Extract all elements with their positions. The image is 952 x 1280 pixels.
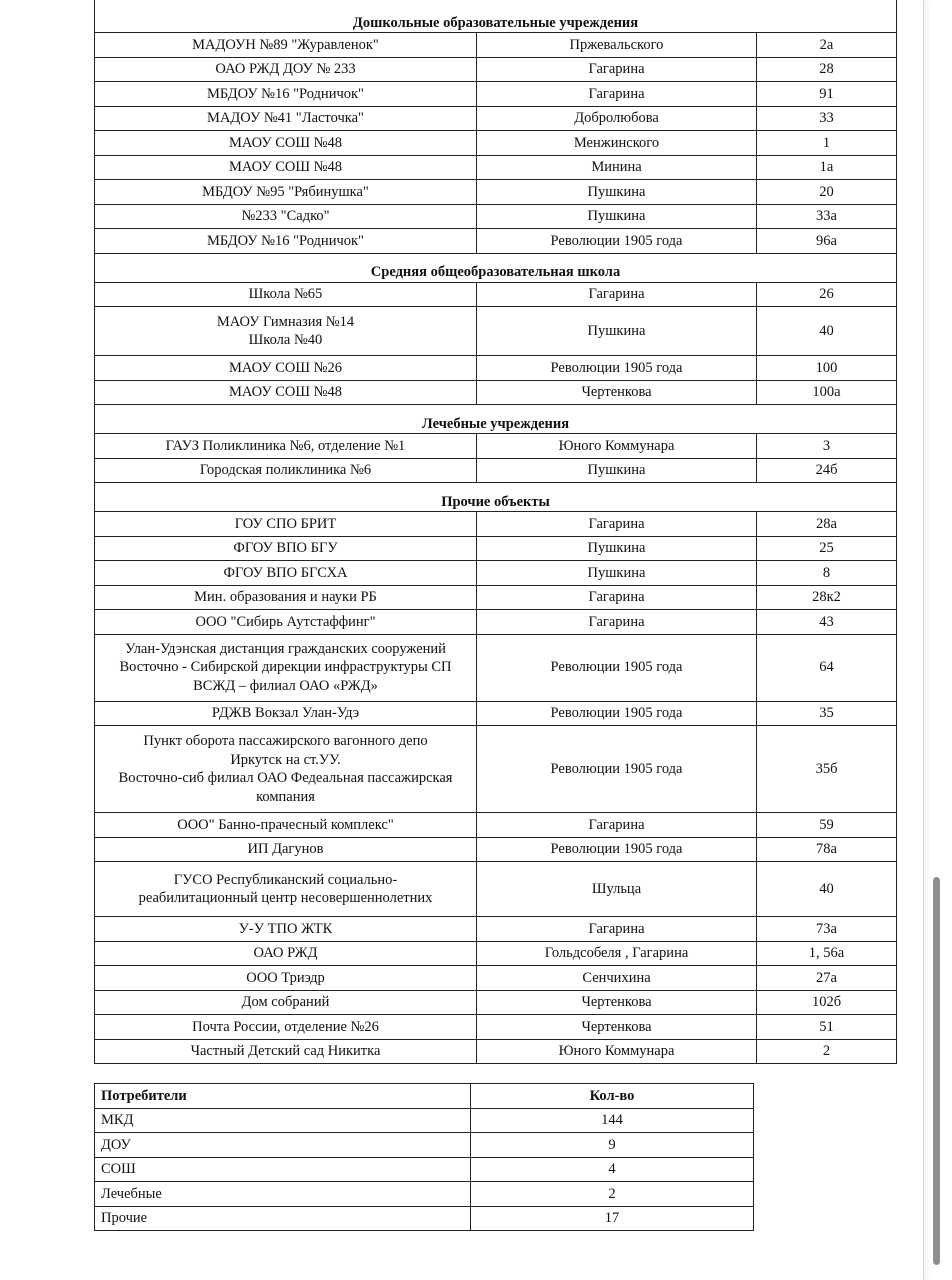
street: Пушкина (477, 204, 757, 229)
summary-row (95, 1182, 754, 1207)
table-row (95, 356, 897, 381)
street: Пушкина (477, 180, 757, 205)
table-row (95, 512, 897, 537)
house-number: 35б (757, 726, 897, 813)
street: Пушкина (477, 307, 757, 356)
org-name-line: ВСЖД – филиал ОАО «РЖД» (193, 677, 378, 694)
table-row (95, 837, 897, 862)
table-row (95, 106, 897, 131)
summary-row (95, 1157, 754, 1182)
table-row (95, 33, 897, 58)
org-name: МБДОУ №16 "Родничок" (95, 229, 477, 254)
org-name-line: Улан-Удэнская дистанция гражданских сооружений (125, 640, 446, 657)
consumers-summary-table (94, 1083, 754, 1231)
org-name-line: Школа №40 (248, 332, 323, 348)
house-number: 100 (757, 356, 897, 381)
table-row (95, 458, 897, 483)
house-number: 40 (757, 862, 897, 917)
table-row (95, 282, 897, 307)
section-title: Средняя общеобразовательная школа (95, 253, 897, 282)
table-row (95, 966, 897, 991)
org-name: ОАО РЖД (95, 941, 477, 966)
org-name (95, 307, 477, 356)
consumer-category: СОШ (95, 1157, 471, 1182)
org-name: Почта России, отделение №26 (95, 1015, 477, 1040)
house-number: 91 (757, 82, 897, 107)
org-name: ООО "Сибирь Аутстаффинг" (95, 610, 477, 635)
org-name: ОАО РЖД ДОУ № 233 (95, 57, 477, 82)
table-row (95, 1015, 897, 1040)
house-number: 40 (757, 307, 897, 356)
street: Революции 1905 года (477, 229, 757, 254)
house-number: 2 (757, 1039, 897, 1064)
street: Революции 1905 года (477, 701, 757, 726)
org-name: ООО" Банно-прачесный комплекс" (95, 813, 477, 838)
street: Чертенкова (477, 990, 757, 1015)
street: Гагарина (477, 57, 757, 82)
table-row (95, 726, 897, 813)
house-number: 8 (757, 561, 897, 586)
org-name: Дом собраний (95, 990, 477, 1015)
section-header (95, 483, 897, 512)
house-number: 1, 56а (757, 941, 897, 966)
org-name-line: ГУСО Республиканский социально- (173, 871, 398, 888)
table-row (95, 585, 897, 610)
house-number: 33а (757, 204, 897, 229)
house-number: 78а (757, 837, 897, 862)
house-number: 3 (757, 434, 897, 459)
street: Шульца (477, 862, 757, 917)
street: Сенчихина (477, 966, 757, 991)
consumer-category: МКД (95, 1108, 471, 1133)
org-name-line: Пункт оборота пассажирского вагонного депо (143, 733, 428, 749)
consumer-count: 2 (471, 1182, 754, 1207)
org-name: ИП Дагунов (95, 837, 477, 862)
org-name: МАДОУ №41 "Ласточка" (95, 106, 477, 131)
house-number: 59 (757, 813, 897, 838)
house-number: 28 (757, 57, 897, 82)
vertical-scrollbar[interactable] (933, 877, 940, 1265)
org-name: МАОУ СОШ №48 (95, 131, 477, 156)
street: Пушкина (477, 458, 757, 483)
consumer-count: 17 (471, 1206, 754, 1231)
street: Минина (477, 155, 757, 180)
street: Гагарина (477, 585, 757, 610)
house-number: 51 (757, 1015, 897, 1040)
org-name: ГАУЗ Поликлиника №6, отделение №1 (95, 434, 477, 459)
summary-header-row (95, 1084, 754, 1109)
org-name-line: реабилитационный центр несовершеннолетних (138, 890, 433, 906)
street: Пушкина (477, 561, 757, 586)
org-name (95, 634, 477, 701)
org-name: ФГОУ ВПО БГСХА (95, 561, 477, 586)
house-number: 20 (757, 180, 897, 205)
street: Революции 1905 года (477, 837, 757, 862)
org-name: Школа №65 (95, 282, 477, 307)
table-row (95, 1039, 897, 1064)
org-name: РДЖВ Вокзал Улан-Удэ (95, 701, 477, 726)
street: Менжинского (477, 131, 757, 156)
summary-row (95, 1206, 754, 1231)
table-row (95, 82, 897, 107)
house-number: 25 (757, 536, 897, 561)
org-name: У-У ТПО ЖТК (95, 917, 477, 942)
org-name: МАОУ СОШ №48 (95, 155, 477, 180)
house-number: 1 (757, 131, 897, 156)
section-title: Лечебные учреждения (95, 405, 897, 434)
count-column-header: Кол-во (471, 1084, 754, 1109)
table-row (95, 634, 897, 701)
org-name-line: компания (256, 788, 315, 805)
street: Чертенкова (477, 380, 757, 405)
house-number: 64 (757, 634, 897, 701)
consumer-count: 144 (471, 1108, 754, 1133)
section-title: Дошкольные образовательные учреждения (95, 0, 897, 33)
org-name (95, 862, 477, 917)
table-row (95, 229, 897, 254)
street: Юного Коммунара (477, 1039, 757, 1064)
org-name: Городская поликлиника №6 (95, 458, 477, 483)
house-number: 102б (757, 990, 897, 1015)
org-name-line: Восточно - Сибирской дирекции инфраструктуры СП (119, 659, 452, 676)
house-number: 28а (757, 512, 897, 537)
section-header (95, 253, 897, 282)
section-title: Прочие объекты (95, 483, 897, 512)
street: Революции 1905 года (477, 726, 757, 813)
org-name-line: Восточно-сиб филиал ОАО Федеальная пассажирская (118, 770, 453, 786)
house-number: 35 (757, 701, 897, 726)
street: Революции 1905 года (477, 356, 757, 381)
table-row (95, 434, 897, 459)
org-name: МБДОУ №16 "Родничок" (95, 82, 477, 107)
consumer-count: 4 (471, 1157, 754, 1182)
table-row (95, 941, 897, 966)
org-name: №233 "Садко" (95, 204, 477, 229)
table-row (95, 204, 897, 229)
street: Чертенкова (477, 1015, 757, 1040)
consumer-count: 9 (471, 1133, 754, 1158)
table-row (95, 862, 897, 917)
street: Революции 1905 года (477, 634, 757, 701)
house-number: 24б (757, 458, 897, 483)
table-row (95, 561, 897, 586)
org-name: Мин. образования и науки РБ (95, 585, 477, 610)
table-row (95, 131, 897, 156)
org-name: МАДОУН №89 "Журавленок" (95, 33, 477, 58)
house-number: 26 (757, 282, 897, 307)
house-number: 1а (757, 155, 897, 180)
section-header (95, 405, 897, 434)
objects-table (94, 0, 897, 1064)
consumers-column-header: Потребители (95, 1084, 471, 1109)
house-number: 96а (757, 229, 897, 254)
table-row (95, 990, 897, 1015)
street: Пушкина (477, 536, 757, 561)
summary-row (95, 1133, 754, 1158)
table-row (95, 701, 897, 726)
street: Гагарина (477, 512, 757, 537)
street: Добролюбова (477, 106, 757, 131)
table-row (95, 536, 897, 561)
section-header (95, 0, 897, 33)
house-number: 100а (757, 380, 897, 405)
consumer-category: ДОУ (95, 1133, 471, 1158)
org-name: Частный Детский сад Никитка (95, 1039, 477, 1064)
street: Гагарина (477, 610, 757, 635)
table-row (95, 57, 897, 82)
street: Гольдсобеля , Гагарина (477, 941, 757, 966)
street: Гагарина (477, 82, 757, 107)
house-number: 27а (757, 966, 897, 991)
street: Гагарина (477, 813, 757, 838)
org-name (95, 726, 477, 813)
street: Пржевальского (477, 33, 757, 58)
house-number: 33 (757, 106, 897, 131)
org-name: МАОУ СОШ №26 (95, 356, 477, 381)
org-name-line: Иркутск на ст.УУ. (230, 751, 341, 768)
org-name-line: МАОУ Гимназия №14 (216, 313, 355, 330)
house-number: 73а (757, 917, 897, 942)
table-row (95, 380, 897, 405)
consumer-category: Прочие (95, 1206, 471, 1231)
org-name: МАОУ СОШ №48 (95, 380, 477, 405)
street: Гагарина (477, 917, 757, 942)
table-row (95, 307, 897, 356)
summary-row (95, 1108, 754, 1133)
street: Гагарина (477, 282, 757, 307)
consumer-category: Лечебные (95, 1182, 471, 1207)
org-name: ФГОУ ВПО БГУ (95, 536, 477, 561)
org-name: ООО Триэдр (95, 966, 477, 991)
street: Юного Коммунара (477, 434, 757, 459)
table-row (95, 813, 897, 838)
house-number: 43 (757, 610, 897, 635)
org-name: ГОУ СПО БРИТ (95, 512, 477, 537)
table-row (95, 155, 897, 180)
house-number: 2а (757, 33, 897, 58)
table-row (95, 917, 897, 942)
table-row (95, 180, 897, 205)
house-number: 28к2 (757, 585, 897, 610)
org-name: МБДОУ №95 "Рябинушка" (95, 180, 477, 205)
table-row (95, 610, 897, 635)
